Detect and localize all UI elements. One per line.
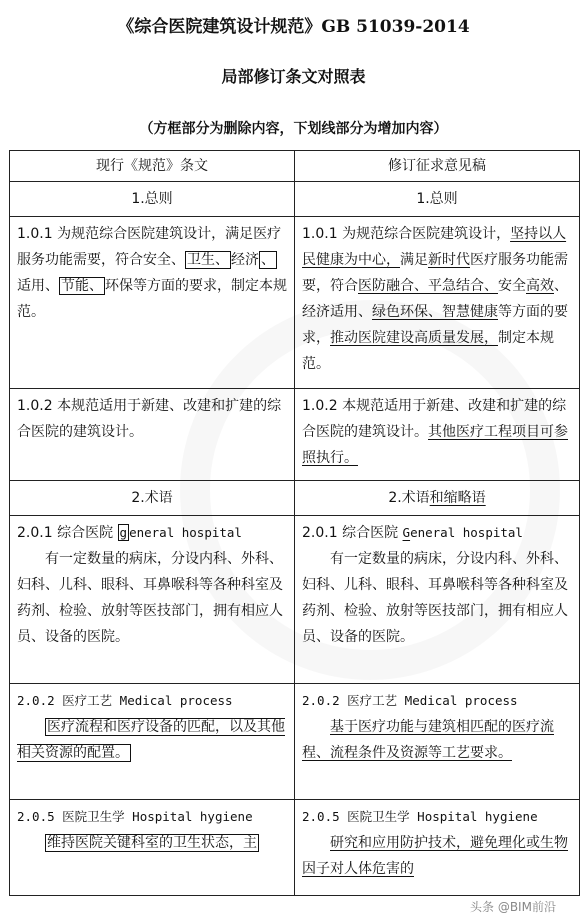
section-general-left: 1.总则 — [10, 182, 295, 217]
section-row-terms — [10, 481, 580, 516]
clause-1-0-1-current: 1.0.1 为规范综合医院建筑设计，满足医疗服务功能需要，符合安全、 卫生、 经济 、适用、 节能、 环保等方面的要求，制定本规范。 — [10, 217, 295, 389]
clause-1-0-2-revised: 1.0.2 本规范适用于新建、改建和扩建的综合医院的建筑设计。其他医疗工程项目可参照执行。 — [295, 389, 580, 481]
comparison-table — [9, 150, 580, 896]
inserted-text: 基于医疗功能与建筑相匹配的医疗流程、流程条件及资源等工艺要求。 — [302, 719, 554, 761]
inserted-text: 研究和应用防护技术，避免理化或生物因子对人体危害的 — [302, 835, 568, 877]
column-header-current: 现行《规范》条文 — [10, 151, 295, 182]
clause-2-0-1-revised: 2.0.1 综合医院 General hospital 有一定数量的病床，分设内科、外科、妇科、儿科、眼科、耳鼻喉科等各种科室及药剂、检验、放射等医技部门，拥有相应人员、设备的医院。 — [295, 516, 580, 684]
column-header-revised: 修订征求意见稿 — [295, 151, 580, 182]
inserted-text: G — [402, 525, 411, 540]
inserted-text: 新时代 — [428, 252, 470, 268]
section-terms-right: 2.术语和缩略语 — [295, 481, 580, 516]
document-title: 《综合医院建筑设计规范》GB 51039-2014 — [117, 17, 470, 37]
clause-2-0-2-current: 2.0.2 医疗工艺 Medical process 医疗流程和医疗设备的匹配，以及其他相关资源的配置。 — [10, 684, 295, 800]
deleted-text: 维持医院关键科室的卫生状态，主 — [47, 835, 257, 851]
table-row — [10, 684, 580, 800]
table-row — [10, 217, 580, 389]
section-general-right: 1.总则 — [295, 182, 580, 217]
clause-2-0-5-revised: 2.0.5 医院卫生学 Hospital hygiene 研究和应用防护技术，避免理化或生物因子对人体危害的 — [295, 800, 580, 896]
section-row-general — [10, 182, 580, 217]
watermark-text: 头条 @BIM前沿 — [470, 900, 556, 914]
deleted-text: g — [119, 525, 128, 540]
document-note: （方框部分为删除内容，下划线部分为增加内容） — [139, 121, 448, 137]
table-row — [10, 800, 580, 896]
section-terms-left: 2.术语 — [10, 481, 295, 516]
clause-2-0-1-current: 2.0.1 综合医院 g eneral hospital 有一定数量的病床，分设内科、外科、妇科、儿科、眼科、耳鼻喉科等各种科室及药剂、检验、放射等医技部门，拥有相应人员、设备的医院。 — [10, 516, 295, 684]
deleted-text: 节能、 — [61, 278, 103, 294]
clause-2-0-2-revised: 2.0.2 医疗工艺 Medical process 基于医疗功能与建筑相匹配的医疗流程、流程条件及资源等工艺要求。 — [295, 684, 580, 800]
clause-1-0-1-revised: 1.0.1 为规范综合医院建筑设计，坚持以人民健康为中心，满足新时代医疗服务功能需要，符合医防融合、平急结合、安全高效、经济适用、绿色环保、智慧健康等方面的要求，推动医院建设高质量发展，制定本规范。 — [295, 217, 580, 389]
table-row — [10, 389, 580, 481]
deleted-text: 、 — [261, 252, 275, 268]
inserted-text: 绿色环保、智慧健康 — [372, 304, 498, 320]
clause-1-0-2-current: 1.0.2 本规范适用于新建、改建和扩建的综合医院的建筑设计。 — [10, 389, 295, 481]
inserted-text: 坚持以人民健康为中心， — [302, 226, 567, 268]
inserted-text: 医防融合、平急结合、 — [358, 278, 498, 294]
inserted-text: 和缩略语 — [429, 490, 486, 506]
deleted-text: 医疗流程和医疗设备的匹配，以及其他相关资源的配置。 — [17, 719, 285, 761]
document-subtitle: 局部修订条文对照表 — [221, 67, 366, 86]
table-row — [10, 516, 580, 684]
clause-2-0-5-current: 2.0.5 医院卫生学 Hospital hygiene 维持医院关键科室的卫生状态，主 — [10, 800, 295, 896]
inserted-text: 其他医疗工程项目可参照执行。 — [302, 424, 568, 466]
inserted-text: 推动医院建设高质量发展， — [330, 330, 498, 346]
deleted-text: 卫生、 — [187, 252, 229, 268]
table-header-row — [10, 151, 580, 182]
inserted-text: 高效 — [526, 278, 554, 294]
